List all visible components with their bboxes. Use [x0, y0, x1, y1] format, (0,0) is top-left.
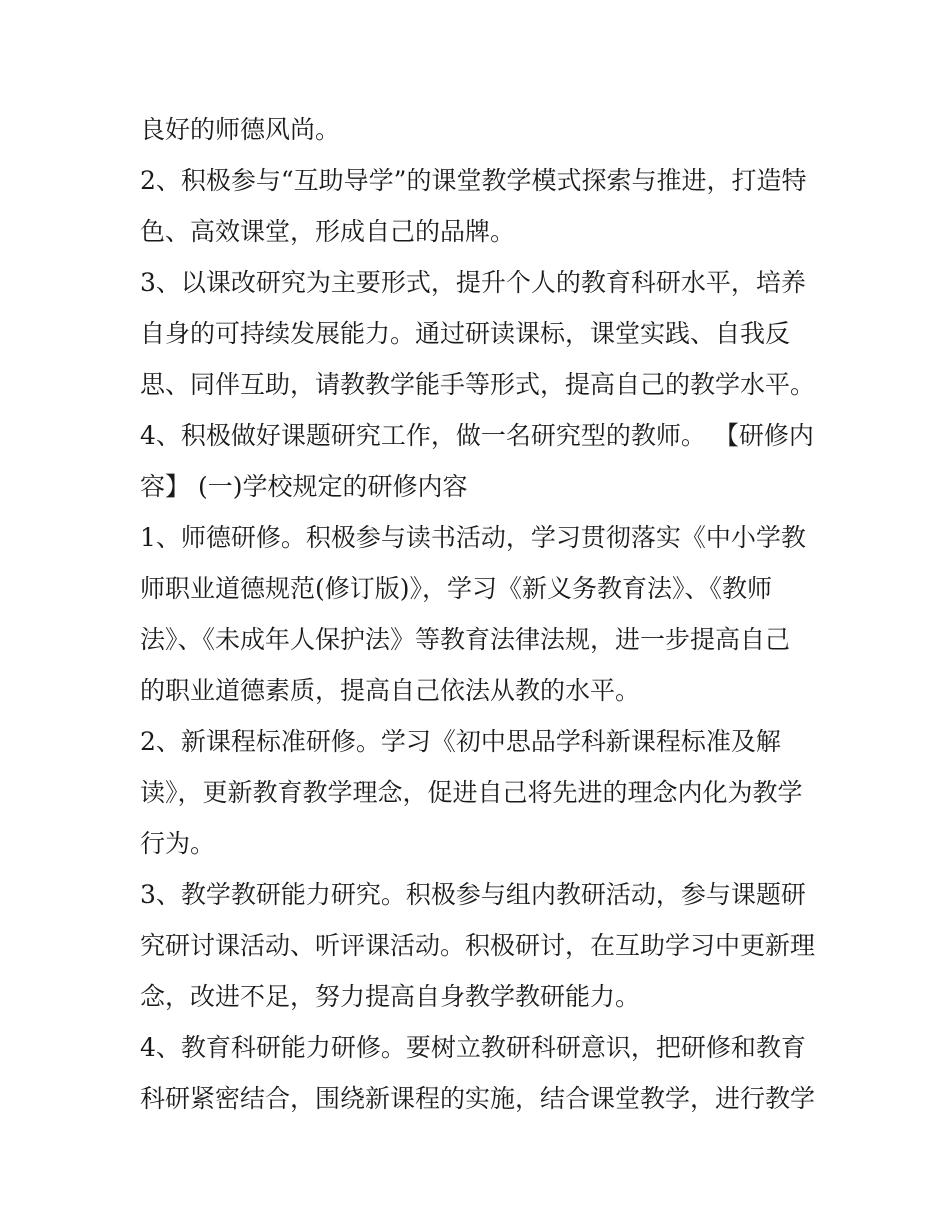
text-line-19: 4、教育科研能力研修。要树立教研科研意识，把研修和教育 [140, 1033, 806, 1062]
text-line-10: 师职业道德规范(修订版)》，学习《新义务教育法》、《教师 [140, 574, 773, 603]
text-line-9: 1、师德研修。积极参与读书活动，学习贯彻落实《中小学教 [140, 523, 806, 552]
text-line-13: 2、新课程标准研修。学习《初中思品学科新课程标准及解 [140, 727, 781, 756]
text-line-20: 科研紧密结合，围绕新课程的实施，结合课堂教学，进行教学 [140, 1084, 816, 1113]
text-line-17: 究研讨课活动、听评课活动。积极研讨，在互助学习中更新理 [140, 931, 816, 960]
text-line-7: 4、积极做好课题研究工作，做一名研究型的教师。 【研修内 [140, 421, 814, 450]
text-line-8: 容】 (一)学校规定的研修内容 [140, 472, 468, 501]
text-line-1: 良好的师德风尚。 [140, 115, 341, 144]
text-line-3: 色、高效课堂，形成自己的品牌。 [140, 217, 516, 246]
text-line-12: 的职业道德素质，提高自己依法从教的水平。 [140, 676, 641, 705]
text-line-14: 读》，更新教育教学理念，促进自己将先进的理念内化为教学 [140, 778, 803, 807]
text-line-11: 法》、《未成年人保护法》等教育法律法规，进一步提高自己 [140, 625, 791, 654]
text-line-15: 行为。 [140, 829, 216, 858]
text-line-5: 自身的可持续发展能力。通过研读课标，课堂实践、自我反 [140, 319, 791, 348]
text-line-4: 3、以课改研究为主要形式，提升个人的教育科研水平，培养 [140, 268, 806, 297]
text-line-2: 2、积极参与“互助导学”的课堂教学模式探索与推进，打造特 [140, 166, 807, 195]
text-line-16: 3、教学教研能力研究。积极参与组内教研活动，参与课题研 [140, 880, 806, 909]
text-line-18: 念，改进不足，努力提高自身教学教研能力。 [140, 982, 641, 1011]
text-line-6: 思、同伴互助，请教教学能手等形式，提高自己的教学水平。 [140, 370, 816, 399]
document-body [140, 104, 830, 1124]
